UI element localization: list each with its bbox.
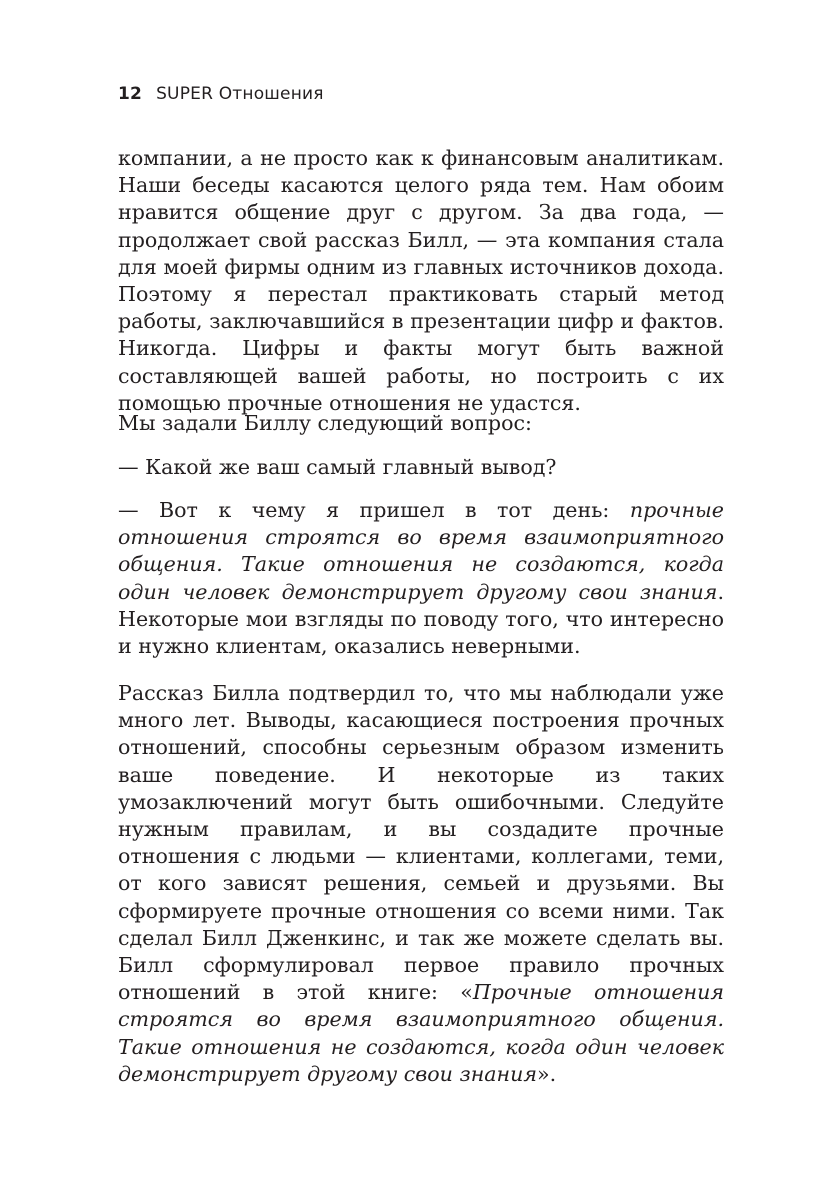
running-title: SUPER Отношения bbox=[156, 84, 324, 104]
paragraph-1 bbox=[118, 145, 724, 417]
paragraph-5-text-end: ». bbox=[537, 1061, 557, 1086]
page-number: 12 bbox=[118, 84, 143, 104]
paragraph-1-text: компании, а не просто как к финансовым аналитикам. Наши беседы касаются целого ряда тем. Нам обоим нравится общение друг с другом. За два года, — продолжает свой рассказ Билл, — эта компания стала для моей фирмы одним из главных источников дохода. Поэтому я перестал практиковать старый метод работы, заключавшийся в презентации цифр и фактов. Никогда. Цифры и факты могут быть важной составляющей вашей работы, но построить с их помощью прочные отношения не удастся. bbox=[118, 146, 724, 415]
paragraph-3-text: — Какой же ваш самый главный вывод? bbox=[118, 455, 557, 479]
paragraph-2-text: Мы задали Биллу следующий вопрос: bbox=[118, 411, 532, 435]
paragraph-2 bbox=[118, 410, 724, 437]
paragraph-5-italic-rule: Прочные отношения строятся во время взаимоприятного общения. Такие отношения не создаются, когда один человек демонстрирует другому свои знания bbox=[118, 980, 724, 1086]
paragraph-5 bbox=[118, 680, 724, 1088]
running-header bbox=[118, 82, 324, 106]
paragraph-5-text-start: Рассказ Билла подтвердил то, что мы наблюдали уже много лет. Выводы, касающиеся построения прочных отношений, способны серьезным образом изменить ваше поведение. И некоторые из таких умозаключений могут быть ошибочными. Следуйте нужным правилам, и вы создадите прочные отношения с людьми — клиентами, коллегами, теми, от кого зависят решения, семьей и друзьями. Вы сформируете прочные отношения со всеми ними. Так сделал Билл Дженкинс, и так же можете сделать вы. Билл сформулировал первое правило прочных отношений в этой книге: « bbox=[118, 681, 724, 1005]
paragraph-4-italic-quote: прочные отношения строятся во время взаимоприятного общения. Такие отношения не создаются, когда один человек демонстрирует другому свои знания bbox=[118, 498, 724, 604]
paragraph-3 bbox=[118, 454, 724, 481]
paragraph-4-text-end: . Некоторые мои взгляды по поводу того, что интересно и нужно клиентам, оказались неверными. bbox=[118, 579, 724, 659]
paragraph-4-text-start: — Вот к чему я пришел в тот день: bbox=[118, 498, 630, 522]
paragraph-4 bbox=[118, 497, 724, 660]
